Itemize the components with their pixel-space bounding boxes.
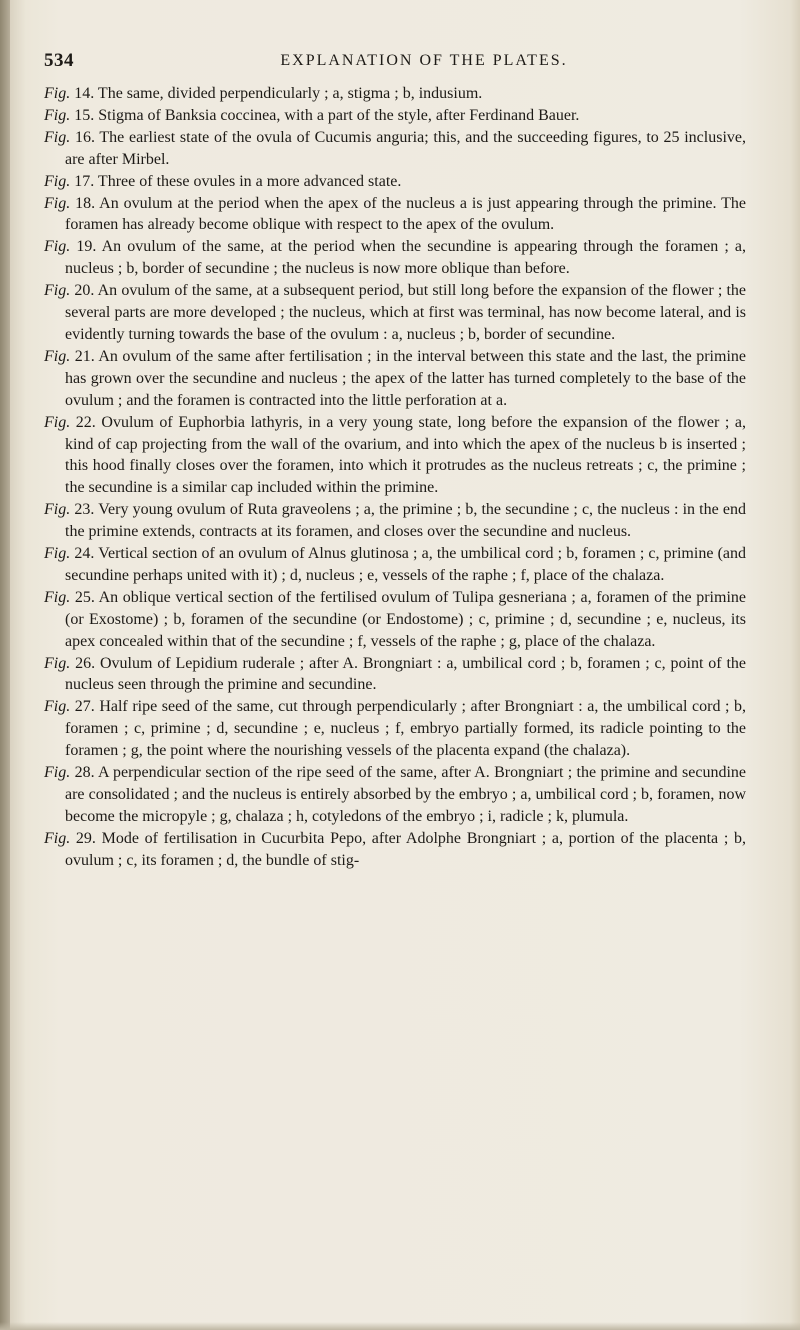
fig-text: 19. An ovulum of the same, at the period when the secundine is appearing through the foramen ; a, nucleus ; b, border of secundine ; the nucleus is now more oblique than before. — [65, 238, 746, 278]
fig-label: Fig. — [44, 588, 71, 606]
running-title: EXPLANATION OF THE PLATES. — [280, 52, 568, 69]
page-header — [44, 50, 744, 80]
fig-label: Fig. — [44, 545, 71, 563]
figure-entry-17 — [44, 171, 746, 193]
fig-label: Fig. — [44, 85, 71, 102]
figure-entry-23 — [44, 499, 746, 543]
fig-text: 26. Ovulum of Lepidium ruderale ; after A. Brongniart : a, umbilical cord ; b, foramen ; c, point of the nucleus seen through the primine and secundine. — [65, 654, 746, 694]
fig-text: 23. Very young ovulum of Ruta graveolens ; a, the primine ; b, the secundine ; c, the nucleus : in the end the primine extends, contracts at its foramen, and closes over the secundine and nucleus. — [65, 501, 746, 541]
figure-entry-22 — [44, 412, 746, 500]
figure-entry-19 — [44, 236, 746, 280]
page-bottom-edge — [0, 1322, 800, 1330]
fig-label: Fig. — [44, 829, 71, 847]
fig-text: 22. Ovulum of Euphorbia lathyris, in a very young state, long before the expansion of the flower ; a, kind of cap projecting from the wall of the ovarium, and into which the apex of the nucleus b is inserted ; this hood finally closes over the foramen, into which it protrudes as the nucleus retreats ; c, the primine ; the secundine is a similar cap included within the primine. — [65, 413, 746, 497]
figure-entry-20 — [44, 280, 746, 346]
fig-label: Fig. — [44, 698, 71, 716]
fig-label: Fig. — [44, 172, 71, 190]
plate-explanation-list — [44, 83, 746, 872]
fig-text: 18. An ovulum at the period when the apex of the nucleus a is just appearing through the primine. The foramen has already become oblique with respect to the apex of the ovulum. — [65, 194, 746, 234]
fig-text: 17. Three of these ovules in a more advanced state. — [70, 172, 402, 190]
fig-text: 29. Mode of fertilisation in Cucurbita Pepo, after Adolphe Brongniart ; a, portion of the placenta ; b, ovulum ; c, its foramen ; d, the bundle of stig- — [65, 829, 746, 869]
fig-label: Fig. — [44, 501, 71, 519]
figure-entry-14 — [44, 83, 746, 105]
fig-text: 15. Stigma of Banksia coccinea, with a part of the style, after Ferdinand Bauer. — [70, 106, 580, 124]
page-number: 534 — [44, 50, 74, 71]
figure-entry-29 — [44, 828, 746, 872]
fig-label: Fig. — [44, 194, 71, 212]
figure-entry-18 — [44, 193, 746, 237]
fig-text: 28. A perpendicular section of the ripe seed of the same, after A. Brongniart ; the primine and secundine are consolidated ; and the nucleus is entirely absorbed by the embryo ; a, umbilical cord ; b, foramen, now become the micropyle ; g, chalaza ; h, cotyledons of the embryo ; i, radicle ; k, plumula. — [65, 764, 746, 825]
figure-entry-27 — [44, 696, 746, 762]
fig-text: 27. Half ripe seed of the same, cut through perpendicularly ; after Brongniart : a, the umbilical cord ; b, foramen ; c, primine ; d, secundine ; e, nucleus ; f, embryo partially formed, its radicle pointing to the foramen ; g, the point where the nourishing vessels of the placenta expand (the chalaza). — [65, 698, 746, 760]
fig-label: Fig. — [44, 238, 71, 256]
figure-entry-24 — [44, 543, 746, 587]
fig-text: 25. An oblique vertical section of the fertilised ovulum of Tulipa gesneriana ; a, foramen of the primine (or Exostome) ; b, foramen of the secundine (or Endostome) ; c, primine ; d, secundine ; e, nucleus, its apex concealed within that of the secundine ; f, vessels of the raphe ; g, place of the chalaza. — [65, 588, 746, 650]
fig-text: 21. An ovulum of the same after fertilisation ; in the interval between this state and the last, the primine has grown over the secundine and nucleus ; the apex of the latter has turned completely to the base of the ovulum ; and the foramen is contracted into the little perforation at a. — [65, 347, 746, 409]
fig-text: 16. The earliest state of the ovula of Cucumis anguria; this, and the succeeding figures, to 25 inclusive, are after Mirbel. — [65, 128, 746, 168]
figure-entry-28 — [44, 762, 746, 828]
figure-entry-25 — [44, 587, 746, 653]
fig-label: Fig. — [44, 347, 71, 365]
page-binding-edge — [0, 0, 10, 1330]
figure-entry-26 — [44, 653, 746, 697]
fig-label: Fig. — [44, 282, 71, 300]
fig-label: Fig. — [44, 654, 71, 672]
fig-text: 20. An ovulum of the same, at a subsequent period, but still long before the expansion of the flower ; the several parts are more developed ; the nucleus, which at first was terminal, has now become lateral, and is evidently turning towards the base of the ovulum : a, nucleus ; b, border of secundine. — [65, 282, 746, 343]
figure-entry-15 — [44, 105, 746, 127]
fig-label: Fig. — [44, 106, 71, 124]
fig-label: Fig. — [44, 128, 71, 146]
figure-entry-21 — [44, 346, 746, 412]
fig-text: 24. Vertical section of an ovulum of Alnus glutinosa ; a, the umbilical cord ; b, foramen ; c, primine (and secundine perhaps united with it) ; d, nucleus ; e, vessels of the raphe ; f, place of the chalaza. — [65, 545, 746, 584]
fig-label: Fig. — [44, 764, 71, 782]
fig-text: 14. The same, divided perpendicularly ; a, stigma ; b, indusium. — [70, 85, 483, 102]
fig-label: Fig. — [44, 413, 71, 431]
figure-entry-16 — [44, 127, 746, 171]
